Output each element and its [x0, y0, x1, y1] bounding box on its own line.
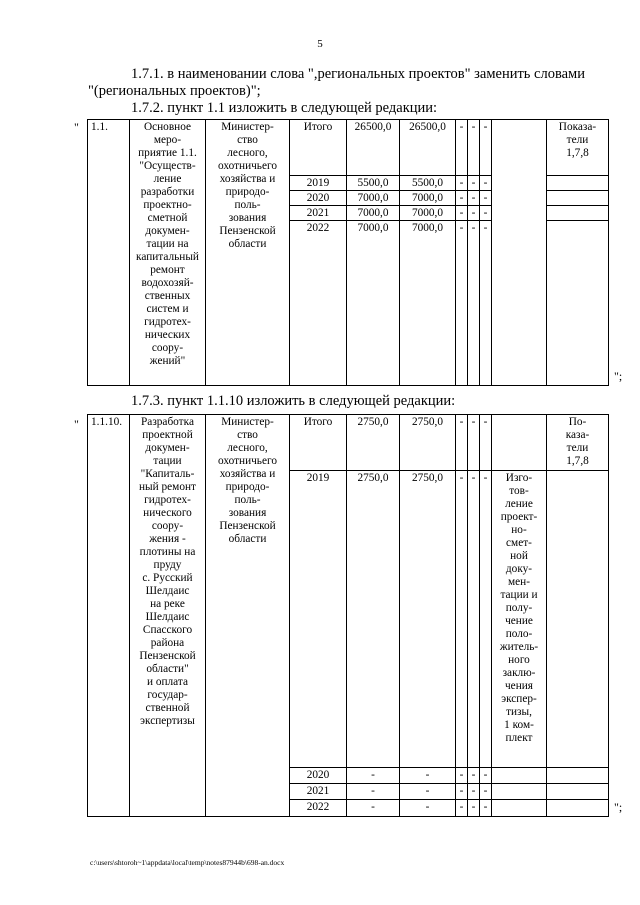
year-cell: 2019 [290, 176, 347, 191]
table-item-1-1 [87, 119, 609, 386]
dash-cell: - [456, 784, 468, 800]
executor-cell [206, 415, 290, 817]
indicator-cell-empty [547, 471, 609, 768]
year-cell: 2020 [290, 191, 347, 206]
dash-cell: - [480, 176, 492, 191]
result-cell [492, 120, 547, 386]
page-number: 5 [317, 38, 323, 50]
activity-name-cell [130, 120, 206, 386]
text-line: природо- [225, 481, 270, 493]
dash-cell: - [468, 191, 480, 206]
amount-regional-cell: - [400, 800, 456, 817]
dash-cell: - [480, 784, 492, 800]
text-line: Министер- [221, 416, 274, 428]
text-line: ление [153, 173, 182, 185]
text-line: Показа- [558, 121, 597, 133]
text-line: приятие 1.1. [138, 147, 197, 159]
text-line: ство [237, 134, 258, 146]
text-line: охотничьего [218, 160, 277, 172]
text-line: ственной [145, 702, 190, 714]
text-line: проектно- [143, 199, 192, 211]
text-line: зования [228, 212, 267, 224]
text-line: соору- [151, 520, 184, 532]
dash-cell: - [456, 221, 468, 386]
text-line: нических [144, 329, 191, 341]
text-line: водохозяй- [141, 277, 194, 289]
text-line: ремонт [150, 264, 185, 276]
para-1-7-1-line1: 1.7.1. в наименовании слова ",региональных проектов" заменить словами [131, 66, 585, 82]
text-line: с. Русский [142, 572, 193, 584]
amount-regional-cell: 2750,0 [400, 471, 456, 768]
dash-cell: - [468, 415, 480, 471]
dash-cell: - [468, 176, 480, 191]
indicator-cell-empty [547, 768, 609, 784]
text-line: проект- [500, 511, 538, 523]
amount-regional-cell: 26500,0 [400, 120, 456, 176]
dash-cell: - [468, 784, 480, 800]
result-cell-empty [492, 415, 547, 471]
text-line: жения - [149, 533, 186, 545]
amount-regional-cell: 5500,0 [400, 176, 456, 191]
text-line: природо- [225, 186, 270, 198]
dash-cell: - [468, 471, 480, 768]
text-line: хозяйства и [219, 468, 276, 480]
close-mark-1: "; [614, 369, 623, 383]
amount-regional-cell: - [400, 784, 456, 800]
amount-regional-cell: 7000,0 [400, 206, 456, 221]
indicator-cell-empty [547, 800, 609, 817]
activity-name-cell [130, 415, 206, 817]
text-line: "Капиталь- [140, 468, 195, 480]
text-line: плект [505, 732, 533, 744]
text-line: тации на [146, 238, 189, 250]
text-line: тели [566, 442, 589, 454]
text-line: житель- [499, 641, 539, 653]
indicator-cell-empty [547, 221, 609, 386]
text-line: ление [505, 498, 533, 510]
text-line: зования [228, 507, 267, 519]
year-cell: 2019 [290, 471, 347, 768]
text-line: заклю- [502, 667, 536, 679]
amount-total-cell: 7000,0 [347, 191, 400, 206]
indicator-cell-empty [547, 191, 609, 206]
text-line: Шелдаис [145, 611, 190, 623]
text-line: лесного, [227, 147, 268, 159]
executor-cell [206, 120, 290, 386]
text-line: капитальный [136, 251, 199, 263]
amount-total-cell: 26500,0 [347, 120, 400, 176]
text-line: докумен- [145, 442, 190, 454]
text-line: Пензенской [219, 225, 276, 237]
amount-total-cell: - [347, 800, 400, 817]
text-line: тели [566, 134, 589, 146]
text-line: ной [510, 550, 528, 562]
result-cell-empty [492, 784, 547, 800]
text-line: и оплата [146, 676, 188, 688]
result-cell-empty [492, 800, 547, 817]
year-cell: 2021 [290, 206, 347, 221]
text-line: экспертизы [140, 715, 195, 727]
text-line: ственных [144, 290, 191, 302]
amount-regional-cell: 2750,0 [400, 415, 456, 471]
amount-total-cell: 7000,0 [347, 221, 400, 386]
para-1-7-2: 1.7.2. пункт 1.1 изложить в следующей редакции: [131, 100, 438, 116]
text-line: Шелдаис [145, 585, 190, 597]
year-cell: Итого [290, 415, 347, 471]
text-line: чения [505, 680, 533, 692]
dash-cell: - [468, 206, 480, 221]
indicator-cell-empty [547, 784, 609, 800]
text-line: ный ремонт [139, 481, 196, 493]
dash-cell: - [456, 768, 468, 784]
amount-regional-cell: 7000,0 [400, 221, 456, 386]
text-line: государ- [147, 689, 188, 701]
dash-cell: - [456, 120, 468, 176]
item-number: 1.1.10. [88, 415, 130, 817]
text-line: чение [505, 615, 533, 627]
text-line: докумен- [145, 225, 190, 237]
text-line: района [150, 637, 185, 649]
text-line: жений" [149, 355, 186, 367]
dash-cell: - [456, 206, 468, 221]
para-1-7-3: 1.7.3. пункт 1.1.10 изложить в следующей редакции: [131, 393, 456, 409]
amount-total-cell: 7000,0 [347, 206, 400, 221]
amount-total-cell: - [347, 768, 400, 784]
amount-total-cell: 2750,0 [347, 471, 400, 768]
text-line: ного [508, 654, 530, 666]
amount-regional-cell: - [400, 768, 456, 784]
table-item-1-1-10 [87, 414, 609, 817]
dash-cell: - [480, 206, 492, 221]
year-cell: 2021 [290, 784, 347, 800]
text-line: тизы, [506, 706, 532, 718]
text-line: меро- [153, 134, 182, 146]
text-line: охотничьего [218, 455, 277, 467]
dash-cell: - [480, 191, 492, 206]
text-line: поль- [234, 494, 261, 506]
close-mark-2: "; [614, 800, 623, 814]
para-1-7-1-line2: "(региональных проектов)"; [88, 83, 261, 99]
text-line: области" [146, 663, 189, 675]
text-line: области [228, 238, 267, 250]
text-line: на реке [150, 598, 185, 610]
year-cell: 2020 [290, 768, 347, 784]
text-line: По- [568, 416, 587, 428]
dash-cell: - [468, 221, 480, 386]
text-line: поль- [234, 199, 261, 211]
text-line: 1 ком- [504, 719, 534, 731]
text-line: гидротех- [144, 494, 191, 506]
text-line: соору- [151, 342, 184, 354]
open-quote-1: " [74, 120, 79, 134]
text-line: 1,7,8 [566, 147, 589, 159]
open-quote-2: " [74, 417, 79, 431]
dash-cell: - [480, 800, 492, 817]
indicator-cell [547, 415, 609, 471]
amount-total-cell: 2750,0 [347, 415, 400, 471]
indicator-cell-empty [547, 206, 609, 221]
text-line: мен- [508, 576, 530, 588]
text-line: проектной [142, 429, 193, 441]
dash-cell: - [456, 176, 468, 191]
text-line: доку- [505, 563, 533, 575]
dash-cell: - [468, 120, 480, 176]
text-line: плотины на [139, 546, 196, 558]
text-line: систем и [146, 303, 189, 315]
text-line: пруду [153, 559, 182, 571]
text-line: разработки [140, 186, 195, 198]
text-line: экспер- [501, 693, 537, 705]
text-line: Изго- [505, 472, 533, 484]
text-line: тов- [509, 485, 529, 497]
dash-cell: - [480, 120, 492, 176]
text-line: гидротех- [144, 316, 191, 328]
text-line: полу- [505, 602, 533, 614]
text-line: Разработка [141, 416, 194, 428]
text-line: "Осуществ- [139, 160, 196, 172]
year-cell: 2022 [290, 221, 347, 386]
text-line: 1,7,8 [566, 455, 589, 467]
text-line: поло- [505, 628, 533, 640]
dash-cell: - [480, 415, 492, 471]
amount-regional-cell: 7000,0 [400, 191, 456, 206]
text-line: каза- [565, 429, 590, 441]
text-line: Спасского [142, 624, 193, 636]
dash-cell: - [456, 415, 468, 471]
amount-total-cell: 5500,0 [347, 176, 400, 191]
text-line: сметной [147, 212, 188, 224]
text-line: Министер- [221, 121, 274, 133]
text-line: смет- [506, 537, 532, 549]
footer-file-path: c:\users\shtoroh~1\appdata\local\temp\notes87944b\698-an.docx [90, 858, 285, 867]
indicator-cell-empty [547, 176, 609, 191]
dash-cell: - [456, 800, 468, 817]
dash-cell: - [456, 471, 468, 768]
item-number: 1.1. [88, 120, 130, 386]
result-cell-empty [492, 768, 547, 784]
text-line: нического [143, 507, 192, 519]
text-line: хозяйства и [219, 173, 276, 185]
text-line: области [228, 533, 267, 545]
indicator-cell [547, 120, 609, 176]
dash-cell: - [480, 221, 492, 386]
text-line: тации [153, 455, 182, 467]
text-line: но- [511, 524, 527, 536]
amount-total-cell: - [347, 784, 400, 800]
text-line: Пензенской [139, 650, 196, 662]
dash-cell: - [468, 768, 480, 784]
year-cell: Итого [290, 120, 347, 176]
result-cell [492, 471, 547, 768]
text-line: Пензенской [219, 520, 276, 532]
text-line: лесного, [227, 442, 268, 454]
text-line: Основное [143, 121, 192, 133]
dash-cell: - [480, 471, 492, 768]
dash-cell: - [456, 191, 468, 206]
dash-cell: - [480, 768, 492, 784]
year-cell: 2022 [290, 800, 347, 817]
text-line: тации и [500, 589, 538, 601]
dash-cell: - [468, 800, 480, 817]
text-line: ство [237, 429, 258, 441]
